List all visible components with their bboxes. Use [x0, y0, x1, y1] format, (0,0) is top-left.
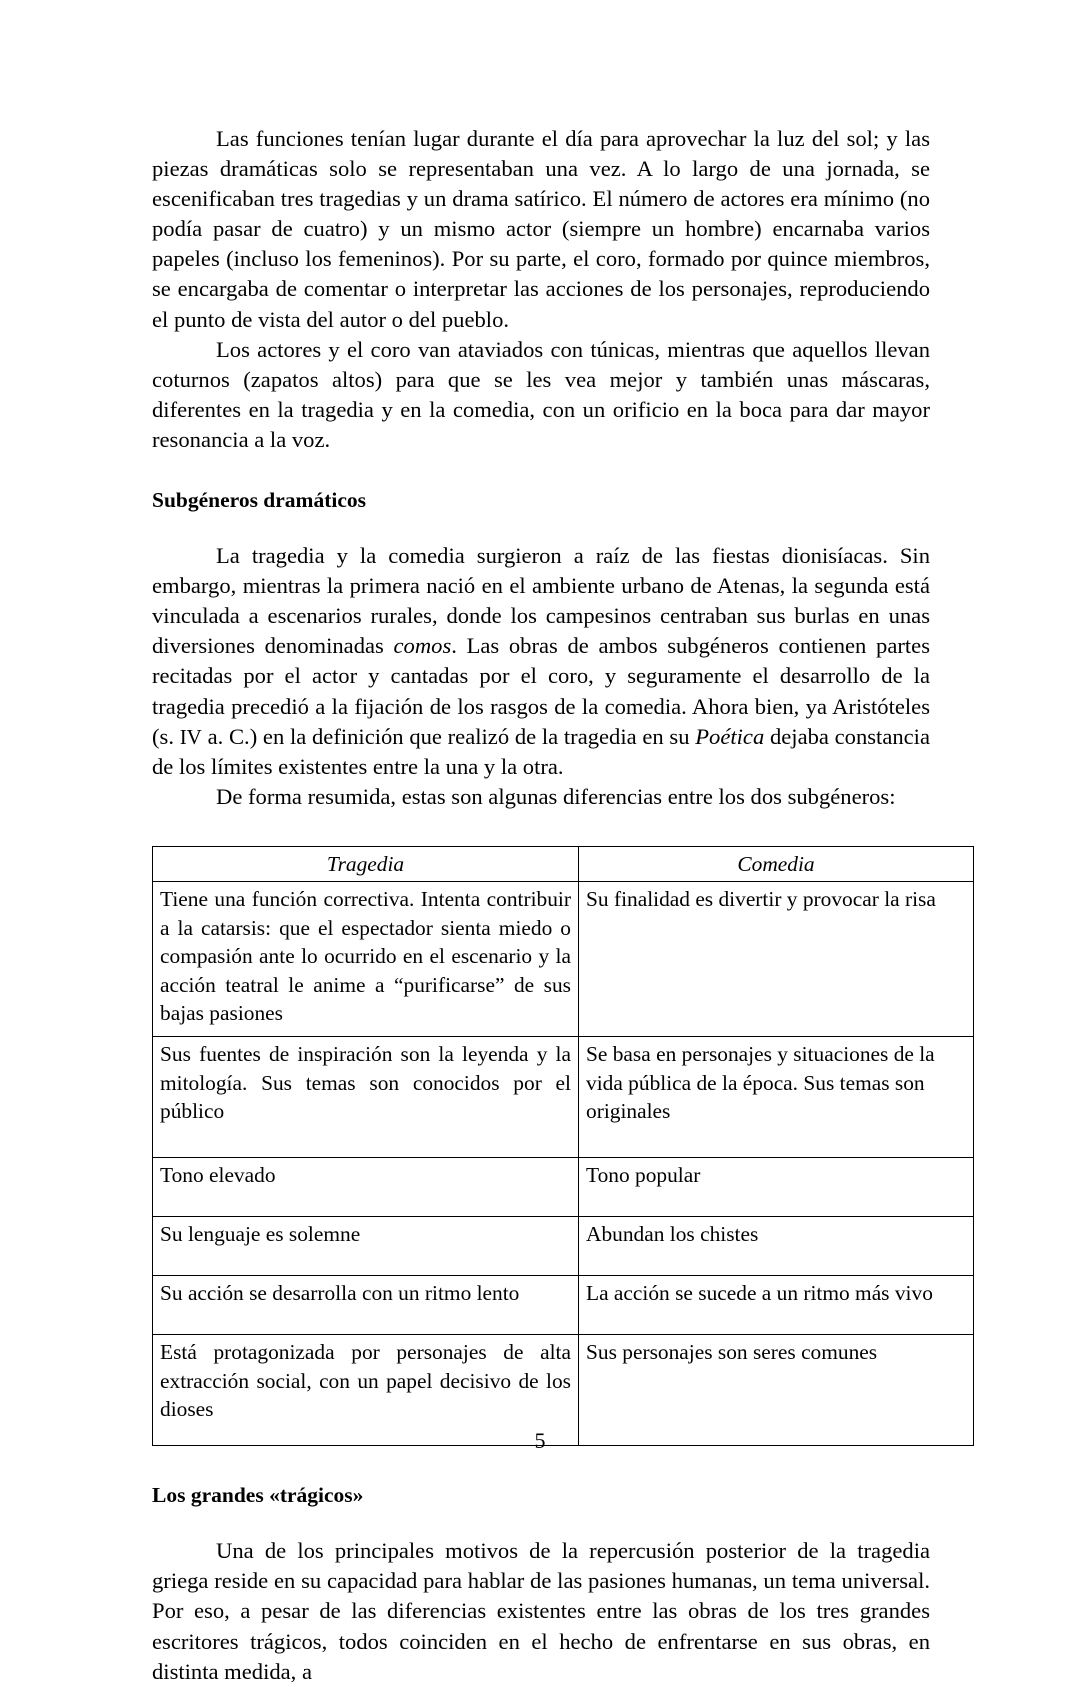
paragraph-funciones: Las funciones tenían lugar durante el día para aprovechar la luz del sol; y las piezas dramáticas solo se representaban una vez. A lo largo de una jornada, se escenificaban tres tragedias y un drama satírico. El número de actores era mínimo (no podía pasar de cuatro) y un mismo actor (siempre un hombre) encarnaba varios papeles (incluso los femeninos). Por su parte, el coro, formado por quince miembros, se encargaba de comentar o interpretar las acciones de los personajes, reproduciendo el punto de vista del autor o del pueblo.: [152, 126, 930, 332]
table-header-comedia: Comedia: [579, 846, 974, 881]
paragraph-text-segment: dejaba constancia de los límites existentes entre la una y la otra.: [152, 723, 930, 779]
table-row: [153, 1037, 974, 1158]
table-cell-comedia: Se basa en personajes y situaciones de la vida pública de la época. Sus temas son originales: [579, 1037, 974, 1158]
spacer: [152, 812, 930, 846]
table-header-tragedia: Tragedia: [153, 846, 579, 881]
table-header-row: [153, 846, 974, 881]
spacer: [152, 515, 930, 541]
paragraph-text-segment: a. C.) en la definición que realizó de la tragedia en su: [201, 723, 696, 749]
heading-subgeneros-dramaticos: Subgéneros dramáticos: [152, 488, 367, 513]
table-cell-tragedia: Su acción se desarrolla con un ritmo lento: [153, 1276, 579, 1335]
paragraph-text-segment: . Las obras de ambos subgéneros contienen partes recitadas por el actor y cantadas por el coro, y seguramente el desarrollo de la tragedia precedió a la fijación de los rasgos de la comedia. Ahora bien, ya Aristóteles (s.: [152, 633, 930, 749]
table-cell-comedia: Abundan los chistes: [579, 1217, 974, 1276]
table-cell-comedia: Su finalidad es divertir y provocar la risa: [579, 882, 974, 1037]
table-row: [153, 1158, 974, 1217]
table-cell-tragedia: Su lenguaje es solemne: [153, 1217, 579, 1276]
table-cell-comedia: Sus personajes son seres comunes: [579, 1335, 974, 1446]
tragedia-comedia-comparison-table: [152, 846, 974, 1446]
table-row: [153, 882, 974, 1037]
italic-term-comos: comos: [393, 633, 452, 659]
paragraph-de-forma-resumida: De forma resumida, estas son algunas diferencias entre los dos subgéneros:: [216, 783, 896, 809]
table-cell-comedia: Tono popular: [579, 1158, 974, 1217]
table-cell-comedia: La acción se sucede a un ritmo más vivo: [579, 1276, 974, 1335]
italic-title-poetica: Poética: [695, 723, 765, 749]
table-header-group: [153, 846, 974, 881]
table-cell-tragedia: Tiene una función correctiva. Intenta contribuir a la catarsis: que el espectador sienta miedo o compasión ante lo ocurrido en el escenario y la acción teatral le anime a “purificarse” de sus bajas pasiones: [153, 882, 579, 1037]
table-row: [153, 1276, 974, 1335]
small-caps-century-numeral: IV: [179, 724, 202, 749]
table-cell-tragedia: Sus fuentes de inspiración son la leyenda y la mitología. Sus temas son conocidos por el público: [153, 1037, 579, 1158]
paragraph-tragedia-comedia-origen: [152, 541, 930, 782]
page-number: 5: [534, 1428, 546, 1453]
spacer: [152, 1510, 930, 1536]
spacer: [152, 455, 930, 485]
paragraph-actores-coro: Los actores y el coro van ataviados con túnicas, mientras que aquellos llevan coturnos (zapatos altos) para que se les vea mejor y también unas máscaras, diferentes en la tragedia y en la comedia, con un orificio en la boca para dar mayor resonancia a la voz.: [152, 336, 930, 452]
table-body: [153, 882, 974, 1446]
table-cell-tragedia: Tono elevado: [153, 1158, 579, 1217]
paragraph-text-segment: La tragedia y la comedia surgieron a raíz de las fiestas dionisíacas. Sin embargo, mientras la primera nació en el ambiente urbano de Atenas, la segunda está vinculada a escenarios rurales, donde los campesinos centraban sus burlas en unas diversiones denominadas: [152, 543, 930, 659]
heading-los-grandes-tragicos: Los grandes «trágicos»: [152, 1483, 364, 1508]
paragraph-repercusion-tragedia-griega: Una de los principales motivos de la repercusión posterior de la tragedia griega reside en su capacidad para hablar de las pasiones humanas, un tema universal. Por eso, a pesar de las diferencias existentes entre las obras de los tres grandes escritores trágicos, todos coinciden en el hecho de enfrentarse en sus obras, en distinta medida, a: [152, 1538, 930, 1684]
table-cell-tragedia: Está protagonizada por personajes de alta extracción social, con un papel decisivo de los dioses: [153, 1335, 579, 1446]
table-row: [153, 1217, 974, 1276]
